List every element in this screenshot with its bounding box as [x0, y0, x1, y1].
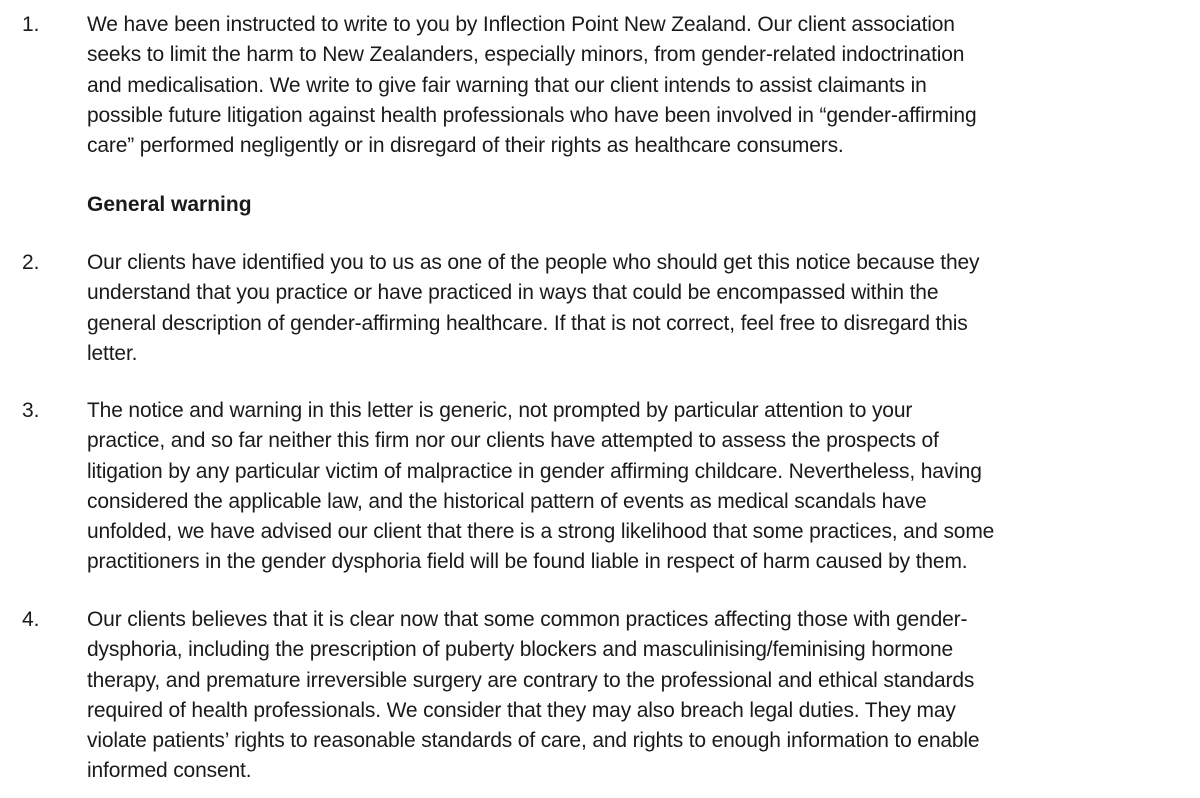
paragraph-number: 4.: [22, 608, 40, 631]
paragraph-number: 2.: [22, 251, 40, 274]
paragraph-number: 3.: [22, 399, 40, 422]
section-heading: General warning: [87, 193, 252, 216]
paragraph-text: The notice and warning in this letter is generic, not prompted by particular attention to your practice, and so far neither this firm nor our clients have attempted to assess the prospects of litigation by any particular victim of malpractice in gender affirming childcare. Nevertheless, having considered the applicable law, and the historical pattern of events as medical scandals have unfolded, we have advised our client that there is a strong likelihood that some practices, and some practitioners in the gender dysphoria field will be found liable in respect of harm caused by them.: [87, 399, 995, 574]
paragraph-text: Our clients believes that it is clear now that some common practices affecting those with gender- dysphoria, including the prescription of puberty blockers and masculinising/feminising hormone therapy, and premature irreversible surgery are contrary to the professional and ethical standards required of health professionals. We consider that they may also breach legal duties. They may violate patients’ rights to reasonable standards of care, and rights to enough information to enable informed consent.: [87, 608, 980, 783]
paragraph-text: We have been instructed to write to you by Inflection Point New Zealand. Our client association seeks to limit the harm to New Zealanders, especially minors, from gender-related indoctrination and medicalisation. We write to give fair warning that our client intends to assist claimants in possible future litigation against health professionals who have been involved in “gender-affirming care” performed negligently or in disregard of their rights as healthcare consumers.: [87, 13, 977, 158]
paragraph-number: 1.: [22, 13, 40, 36]
paragraph-text: Our clients have identified you to us as one of the people who should get this notice because they understand that you practice or have practiced in ways that could be encompassed within the general description of gender-affirming healthcare. If that is not correct, feel free to disregard this letter.: [87, 251, 980, 365]
